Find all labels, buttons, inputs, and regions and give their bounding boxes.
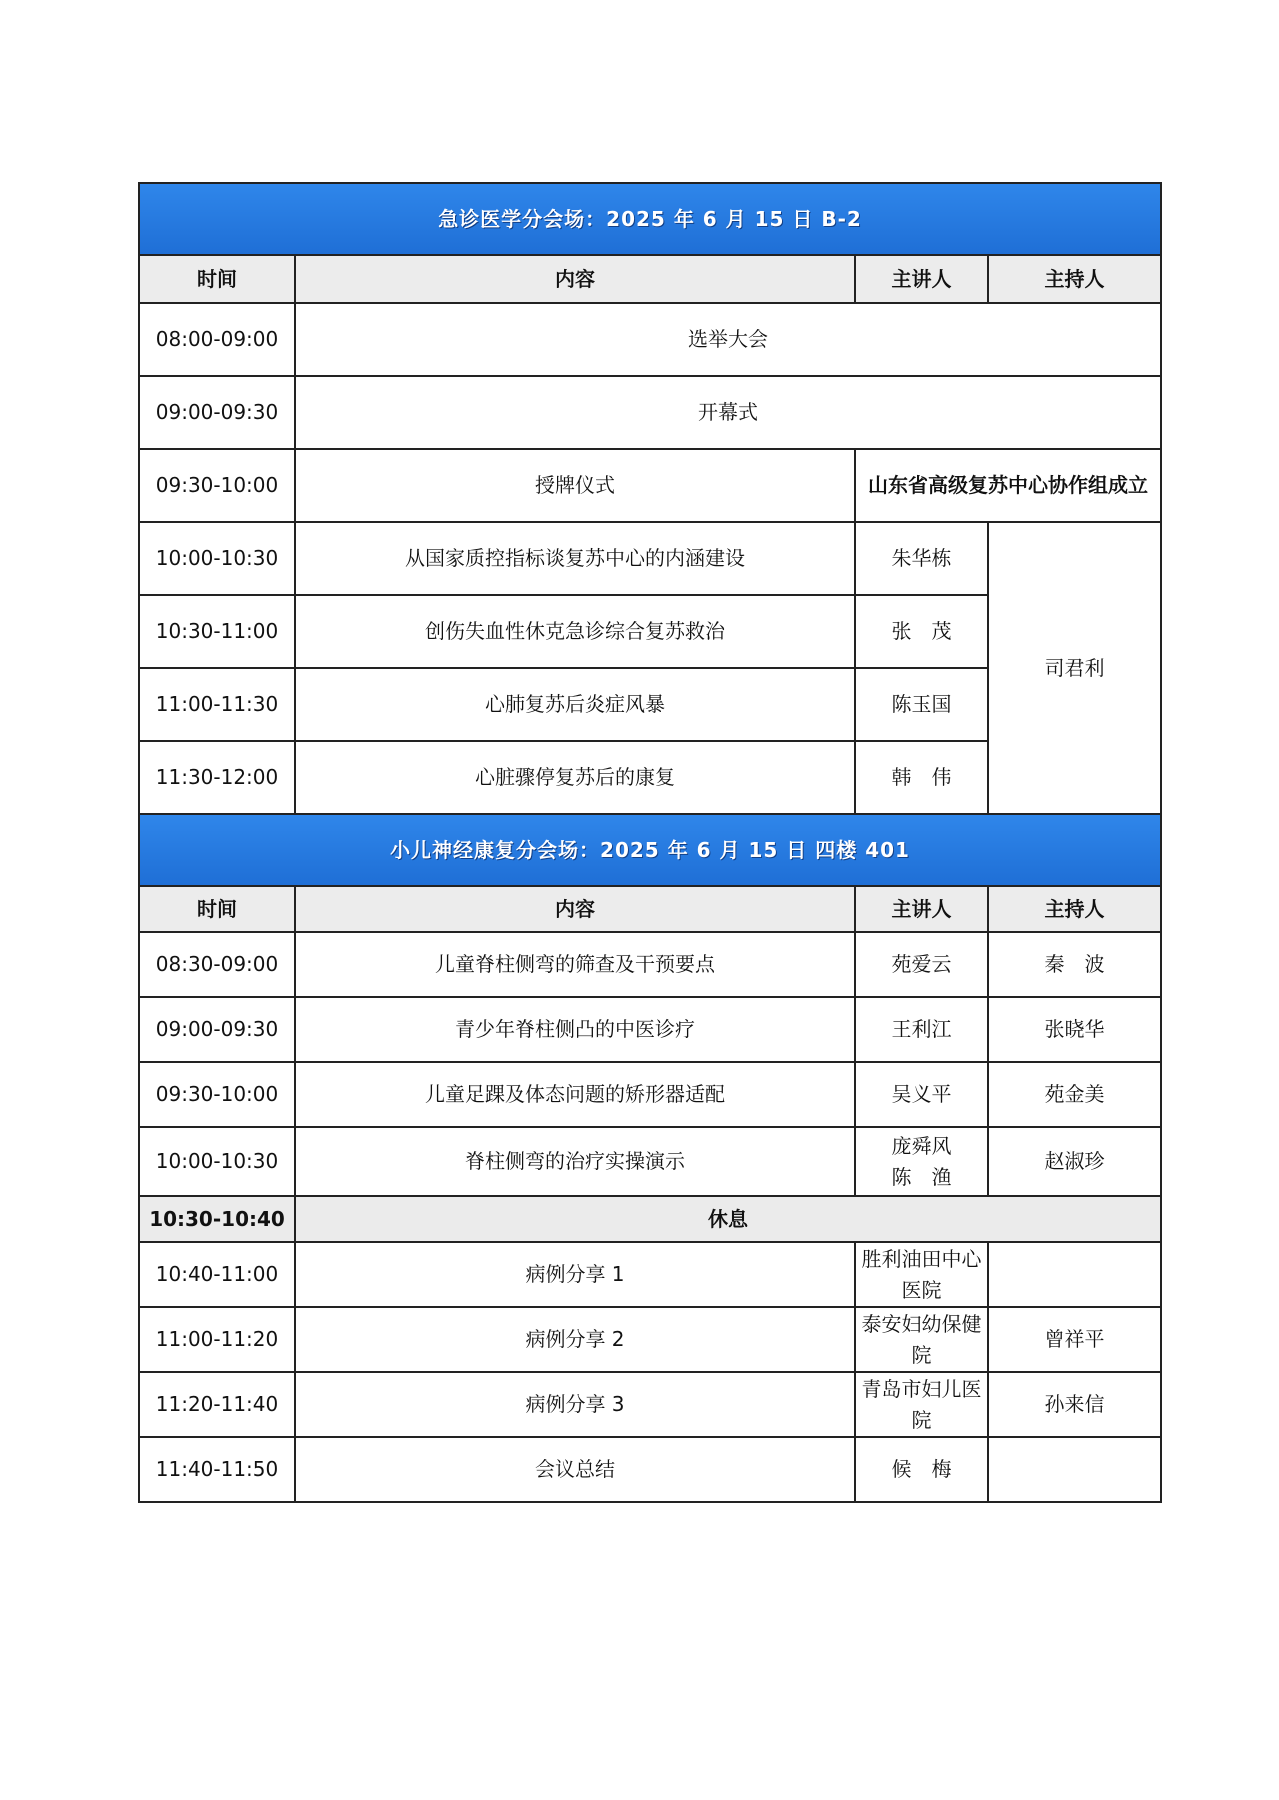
schedule-table — [138, 182, 1162, 1503]
host-cell: 孙来信 — [988, 1372, 1161, 1437]
speaker-cell: 朱华栋 — [855, 522, 988, 595]
header-time: 时间 — [139, 886, 295, 932]
content-cell: 儿童足踝及体态问题的矫形器适配 — [295, 1062, 855, 1127]
table-row — [139, 1307, 1161, 1372]
time-cell: 11:00-11:20 — [139, 1307, 295, 1372]
content-cell: 心脏骤停复苏后的康复 — [295, 741, 855, 814]
header-host: 主持人 — [988, 255, 1161, 303]
table-row — [139, 1437, 1161, 1502]
content-cell: 会议总结 — [295, 1437, 855, 1502]
speaker-cell: 候 梅 — [855, 1437, 988, 1502]
table-row — [139, 1127, 1161, 1196]
host-cell — [988, 1437, 1161, 1502]
speaker-cell: 泰安妇幼保健院 — [855, 1307, 988, 1372]
time-cell: 09:30-10:00 — [139, 449, 295, 522]
content-cell: 选举大会 — [295, 303, 1161, 376]
time-cell: 08:30-09:00 — [139, 932, 295, 997]
section-banner — [139, 814, 1161, 886]
table-row — [139, 449, 1161, 522]
table-row — [139, 522, 1161, 595]
speaker-cell — [855, 1127, 988, 1196]
time-cell: 11:40-11:50 — [139, 1437, 295, 1502]
table-row — [139, 303, 1161, 376]
content-cell: 病例分享 3 — [295, 1372, 855, 1437]
speaker-name: 庞舜风 — [891, 1133, 952, 1158]
speaker-cell: 张 茂 — [855, 595, 988, 668]
content-cell: 病例分享 2 — [295, 1307, 855, 1372]
header-time: 时间 — [139, 255, 295, 303]
time-cell: 09:00-09:30 — [139, 997, 295, 1062]
content-cell: 脊柱侧弯的治疗实操演示 — [295, 1127, 855, 1196]
schedule-sheet — [138, 182, 1160, 1503]
table-header-row — [139, 255, 1161, 303]
host-cell: 张晓华 — [988, 997, 1161, 1062]
time-cell: 10:30-11:00 — [139, 595, 295, 668]
speaker-name: 陈 渔 — [891, 1164, 952, 1189]
time-cell: 11:20-11:40 — [139, 1372, 295, 1437]
speaker-cell: 韩 伟 — [855, 741, 988, 814]
host-cell: 曾祥平 — [988, 1307, 1161, 1372]
content-cell: 儿童脊柱侧弯的筛查及干预要点 — [295, 932, 855, 997]
time-cell: 10:00-10:30 — [139, 1127, 295, 1196]
speaker-cell: 胜利油田中心医院 — [855, 1242, 988, 1307]
header-content: 内容 — [295, 255, 855, 303]
section-banner — [139, 183, 1161, 255]
speaker-cell: 吴义平 — [855, 1062, 988, 1127]
break-label: 休息 — [295, 1196, 1161, 1242]
content-cell: 创伤失血性休克急诊综合复苏救治 — [295, 595, 855, 668]
break-row — [139, 1196, 1161, 1242]
content-cell: 青少年脊柱侧凸的中医诊疗 — [295, 997, 855, 1062]
time-cell: 08:00-09:00 — [139, 303, 295, 376]
section-title: 急诊医学分会场：2025 年 6 月 15 日 B-2 — [139, 183, 1161, 255]
content-cell: 开幕式 — [295, 376, 1161, 449]
table-row — [139, 1062, 1161, 1127]
content-cell: 从国家质控指标谈复苏中心的内涵建设 — [295, 522, 855, 595]
host-cell: 司君利 — [988, 522, 1161, 814]
host-cell: 苑金美 — [988, 1062, 1161, 1127]
host-cell: 赵淑珍 — [988, 1127, 1161, 1196]
host-cell: 秦 波 — [988, 932, 1161, 997]
content-cell: 心肺复苏后炎症风暴 — [295, 668, 855, 741]
header-speaker: 主讲人 — [855, 255, 988, 303]
header-speaker: 主讲人 — [855, 886, 988, 932]
time-cell: 11:30-12:00 — [139, 741, 295, 814]
content-cell: 病例分享 1 — [295, 1242, 855, 1307]
speaker-cell: 王利江 — [855, 997, 988, 1062]
table-row — [139, 932, 1161, 997]
time-cell: 10:30-10:40 — [139, 1196, 295, 1242]
table-row — [139, 376, 1161, 449]
time-cell: 09:30-10:00 — [139, 1062, 295, 1127]
header-content: 内容 — [295, 886, 855, 932]
table-row — [139, 997, 1161, 1062]
table-row — [139, 1242, 1161, 1307]
time-cell: 09:00-09:30 — [139, 376, 295, 449]
table-row — [139, 1372, 1161, 1437]
speaker-cell: 青岛市妇儿医院 — [855, 1372, 988, 1437]
section-title: 小儿神经康复分会场：2025 年 6 月 15 日 四楼 401 — [139, 814, 1161, 886]
host-cell — [988, 1242, 1161, 1307]
time-cell: 10:00-10:30 — [139, 522, 295, 595]
note-cell: 山东省高级复苏中心协作组成立 — [855, 449, 1161, 522]
speaker-cell: 苑爱云 — [855, 932, 988, 997]
time-cell: 11:00-11:30 — [139, 668, 295, 741]
speaker-cell: 陈玉国 — [855, 668, 988, 741]
content-cell: 授牌仪式 — [295, 449, 855, 522]
table-header-row — [139, 886, 1161, 932]
header-host: 主持人 — [988, 886, 1161, 932]
time-cell: 10:40-11:00 — [139, 1242, 295, 1307]
